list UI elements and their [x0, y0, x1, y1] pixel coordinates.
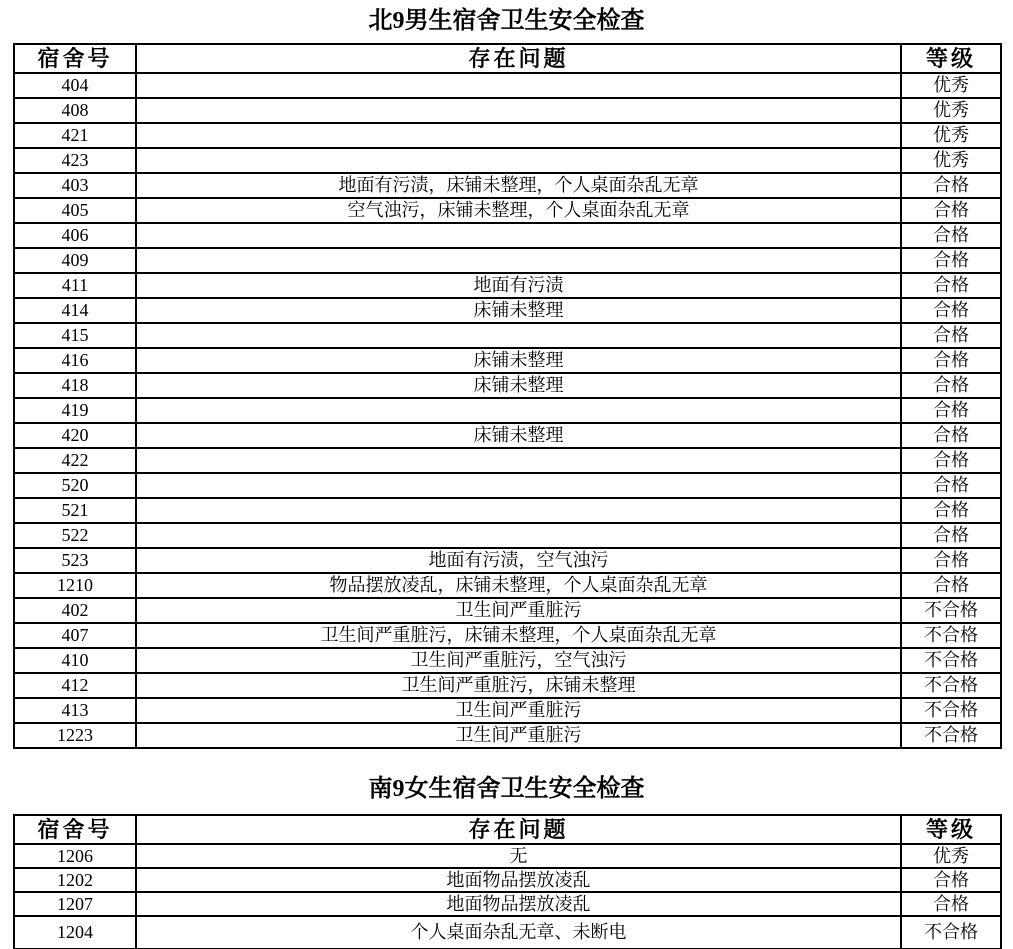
- grade-cell: 合格: [901, 273, 1001, 298]
- issues-cell: [136, 98, 901, 123]
- table-row: [14, 623, 1001, 648]
- room-number-cell: 409: [14, 248, 136, 273]
- grade-cell: 合格: [901, 423, 1001, 448]
- grade-cell: 合格: [901, 868, 1001, 892]
- table-row: [14, 448, 1001, 473]
- issues-cell: [136, 523, 901, 548]
- issues-cell: 空气浊污，床铺未整理，个人桌面杂乱无章: [136, 198, 901, 223]
- table-row: [14, 868, 1001, 892]
- grade-cell: 合格: [901, 373, 1001, 398]
- issues-cell: 卫生间严重脏污，空气浊污: [136, 648, 901, 673]
- table-row: [14, 398, 1001, 423]
- issues-cell: [136, 148, 901, 173]
- room-number-cell: 418: [14, 373, 136, 398]
- table-row: [14, 698, 1001, 723]
- grade-cell: 优秀: [901, 123, 1001, 148]
- room-number-cell: 1207: [14, 892, 136, 916]
- inspection-section: [13, 0, 1000, 749]
- inspection-table: [13, 43, 1002, 749]
- table-row: [14, 573, 1001, 598]
- issues-cell: 地面有污渍，床铺未整理，个人桌面杂乱无章: [136, 173, 901, 198]
- grade-cell: 合格: [901, 348, 1001, 373]
- grade-cell: 不合格: [901, 648, 1001, 673]
- room-number-cell: 406: [14, 223, 136, 248]
- table-row: [14, 123, 1001, 148]
- grade-cell: 合格: [901, 248, 1001, 273]
- table-title: 北9男生宿舍卫生安全检查: [368, 8, 645, 34]
- issues-cell: [136, 498, 901, 523]
- table-row: [14, 473, 1001, 498]
- issues-cell: 床铺未整理: [136, 348, 901, 373]
- issues-cell: 床铺未整理: [136, 423, 901, 448]
- table-row: [14, 648, 1001, 673]
- issues-cell: [136, 123, 901, 148]
- table-row: [14, 198, 1001, 223]
- room-number-cell: 520: [14, 473, 136, 498]
- room-number-cell: 1204: [14, 916, 136, 949]
- column-header-issues: 存在问题: [136, 815, 901, 844]
- grade-cell: 优秀: [901, 844, 1001, 868]
- grade-cell: 不合格: [901, 698, 1001, 723]
- table-row: [14, 892, 1001, 916]
- grade-cell: 合格: [901, 548, 1001, 573]
- table-row: [14, 498, 1001, 523]
- room-number-cell: 1202: [14, 868, 136, 892]
- grade-cell: 不合格: [901, 723, 1001, 748]
- issues-cell: 地面有污渍，空气浊污: [136, 548, 901, 573]
- room-number-cell: 1210: [14, 573, 136, 598]
- grade-cell: 不合格: [901, 598, 1001, 623]
- room-number-cell: 408: [14, 98, 136, 123]
- room-number-cell: 423: [14, 148, 136, 173]
- header-row: [14, 44, 1001, 73]
- grade-cell: 合格: [901, 473, 1001, 498]
- column-header-grade: 等级: [901, 44, 1001, 73]
- grade-cell: 合格: [901, 573, 1001, 598]
- room-number-cell: 523: [14, 548, 136, 573]
- issues-cell: 地面物品摆放凌乱: [136, 868, 901, 892]
- issues-cell: 卫生间严重脏污: [136, 598, 901, 623]
- grade-cell: 合格: [901, 223, 1001, 248]
- room-number-cell: 403: [14, 173, 136, 198]
- table-row: [14, 273, 1001, 298]
- room-number-cell: 522: [14, 523, 136, 548]
- table-row: [14, 73, 1001, 98]
- table-row: [14, 423, 1001, 448]
- table-row: [14, 348, 1001, 373]
- header-row: [14, 815, 1001, 844]
- table-row: [14, 673, 1001, 698]
- issues-cell: 地面有污渍: [136, 273, 901, 298]
- table-row: [14, 723, 1001, 748]
- grade-cell: 优秀: [901, 73, 1001, 98]
- room-number-cell: 1223: [14, 723, 136, 748]
- room-number-cell: 402: [14, 598, 136, 623]
- room-number-cell: 407: [14, 623, 136, 648]
- inspection-section: [13, 749, 1000, 949]
- room-number-cell: 422: [14, 448, 136, 473]
- grade-cell: 不合格: [901, 623, 1001, 648]
- table-row: [14, 598, 1001, 623]
- table-row: [14, 223, 1001, 248]
- grade-cell: 合格: [901, 198, 1001, 223]
- table-title: 南9女生宿舍卫生安全检查: [368, 776, 645, 802]
- issues-cell: 卫生间严重脏污，床铺未整理，个人桌面杂乱无章: [136, 623, 901, 648]
- issues-cell: [136, 73, 901, 98]
- issues-cell: 床铺未整理: [136, 373, 901, 398]
- table-row: [14, 916, 1001, 949]
- grade-cell: 合格: [901, 523, 1001, 548]
- issues-cell: 卫生间严重脏污，床铺未整理: [136, 673, 901, 698]
- room-number-cell: 415: [14, 323, 136, 348]
- grade-cell: 合格: [901, 173, 1001, 198]
- column-header-room: 宿舍号: [14, 815, 136, 844]
- grade-cell: 合格: [901, 323, 1001, 348]
- issues-cell: [136, 448, 901, 473]
- room-number-cell: 420: [14, 423, 136, 448]
- grade-cell: 不合格: [901, 673, 1001, 698]
- issues-cell: [136, 223, 901, 248]
- column-header-grade: 等级: [901, 815, 1001, 844]
- grade-cell: 合格: [901, 298, 1001, 323]
- room-number-cell: 405: [14, 198, 136, 223]
- grade-cell: 合格: [901, 448, 1001, 473]
- grade-cell: 合格: [901, 398, 1001, 423]
- issues-cell: 物品摆放凌乱，床铺未整理，个人桌面杂乱无章: [136, 573, 901, 598]
- room-number-cell: 1206: [14, 844, 136, 868]
- room-number-cell: 419: [14, 398, 136, 423]
- table-row: [14, 248, 1001, 273]
- table-row: [14, 298, 1001, 323]
- issues-cell: 卫生间严重脏污: [136, 723, 901, 748]
- grade-cell: 合格: [901, 892, 1001, 916]
- column-header-room: 宿舍号: [14, 44, 136, 73]
- table-row: [14, 148, 1001, 173]
- table-row: [14, 323, 1001, 348]
- room-number-cell: 414: [14, 298, 136, 323]
- table-row: [14, 523, 1001, 548]
- room-number-cell: 421: [14, 123, 136, 148]
- issues-cell: 卫生间严重脏污: [136, 698, 901, 723]
- room-number-cell: 416: [14, 348, 136, 373]
- grade-cell: 优秀: [901, 98, 1001, 123]
- table-row: [14, 98, 1001, 123]
- issues-cell: 床铺未整理: [136, 298, 901, 323]
- issues-cell: [136, 323, 901, 348]
- column-header-issues: 存在问题: [136, 44, 901, 73]
- grade-cell: 合格: [901, 498, 1001, 523]
- issues-cell: [136, 473, 901, 498]
- issues-cell: [136, 398, 901, 423]
- table-row: [14, 844, 1001, 868]
- room-number-cell: 404: [14, 73, 136, 98]
- room-number-cell: 413: [14, 698, 136, 723]
- table-row: [14, 373, 1001, 398]
- room-number-cell: 412: [14, 673, 136, 698]
- issues-cell: 个人桌面杂乱无章、未断电: [136, 916, 901, 949]
- inspection-table: [13, 814, 1002, 949]
- room-number-cell: 521: [14, 498, 136, 523]
- room-number-cell: 410: [14, 648, 136, 673]
- issues-cell: 地面物品摆放凌乱: [136, 892, 901, 916]
- grade-cell: 不合格: [901, 916, 1001, 949]
- table-row: [14, 173, 1001, 198]
- grade-cell: 优秀: [901, 148, 1001, 173]
- issues-cell: 无: [136, 844, 901, 868]
- room-number-cell: 411: [14, 273, 136, 298]
- table-row: [14, 548, 1001, 573]
- issues-cell: [136, 248, 901, 273]
